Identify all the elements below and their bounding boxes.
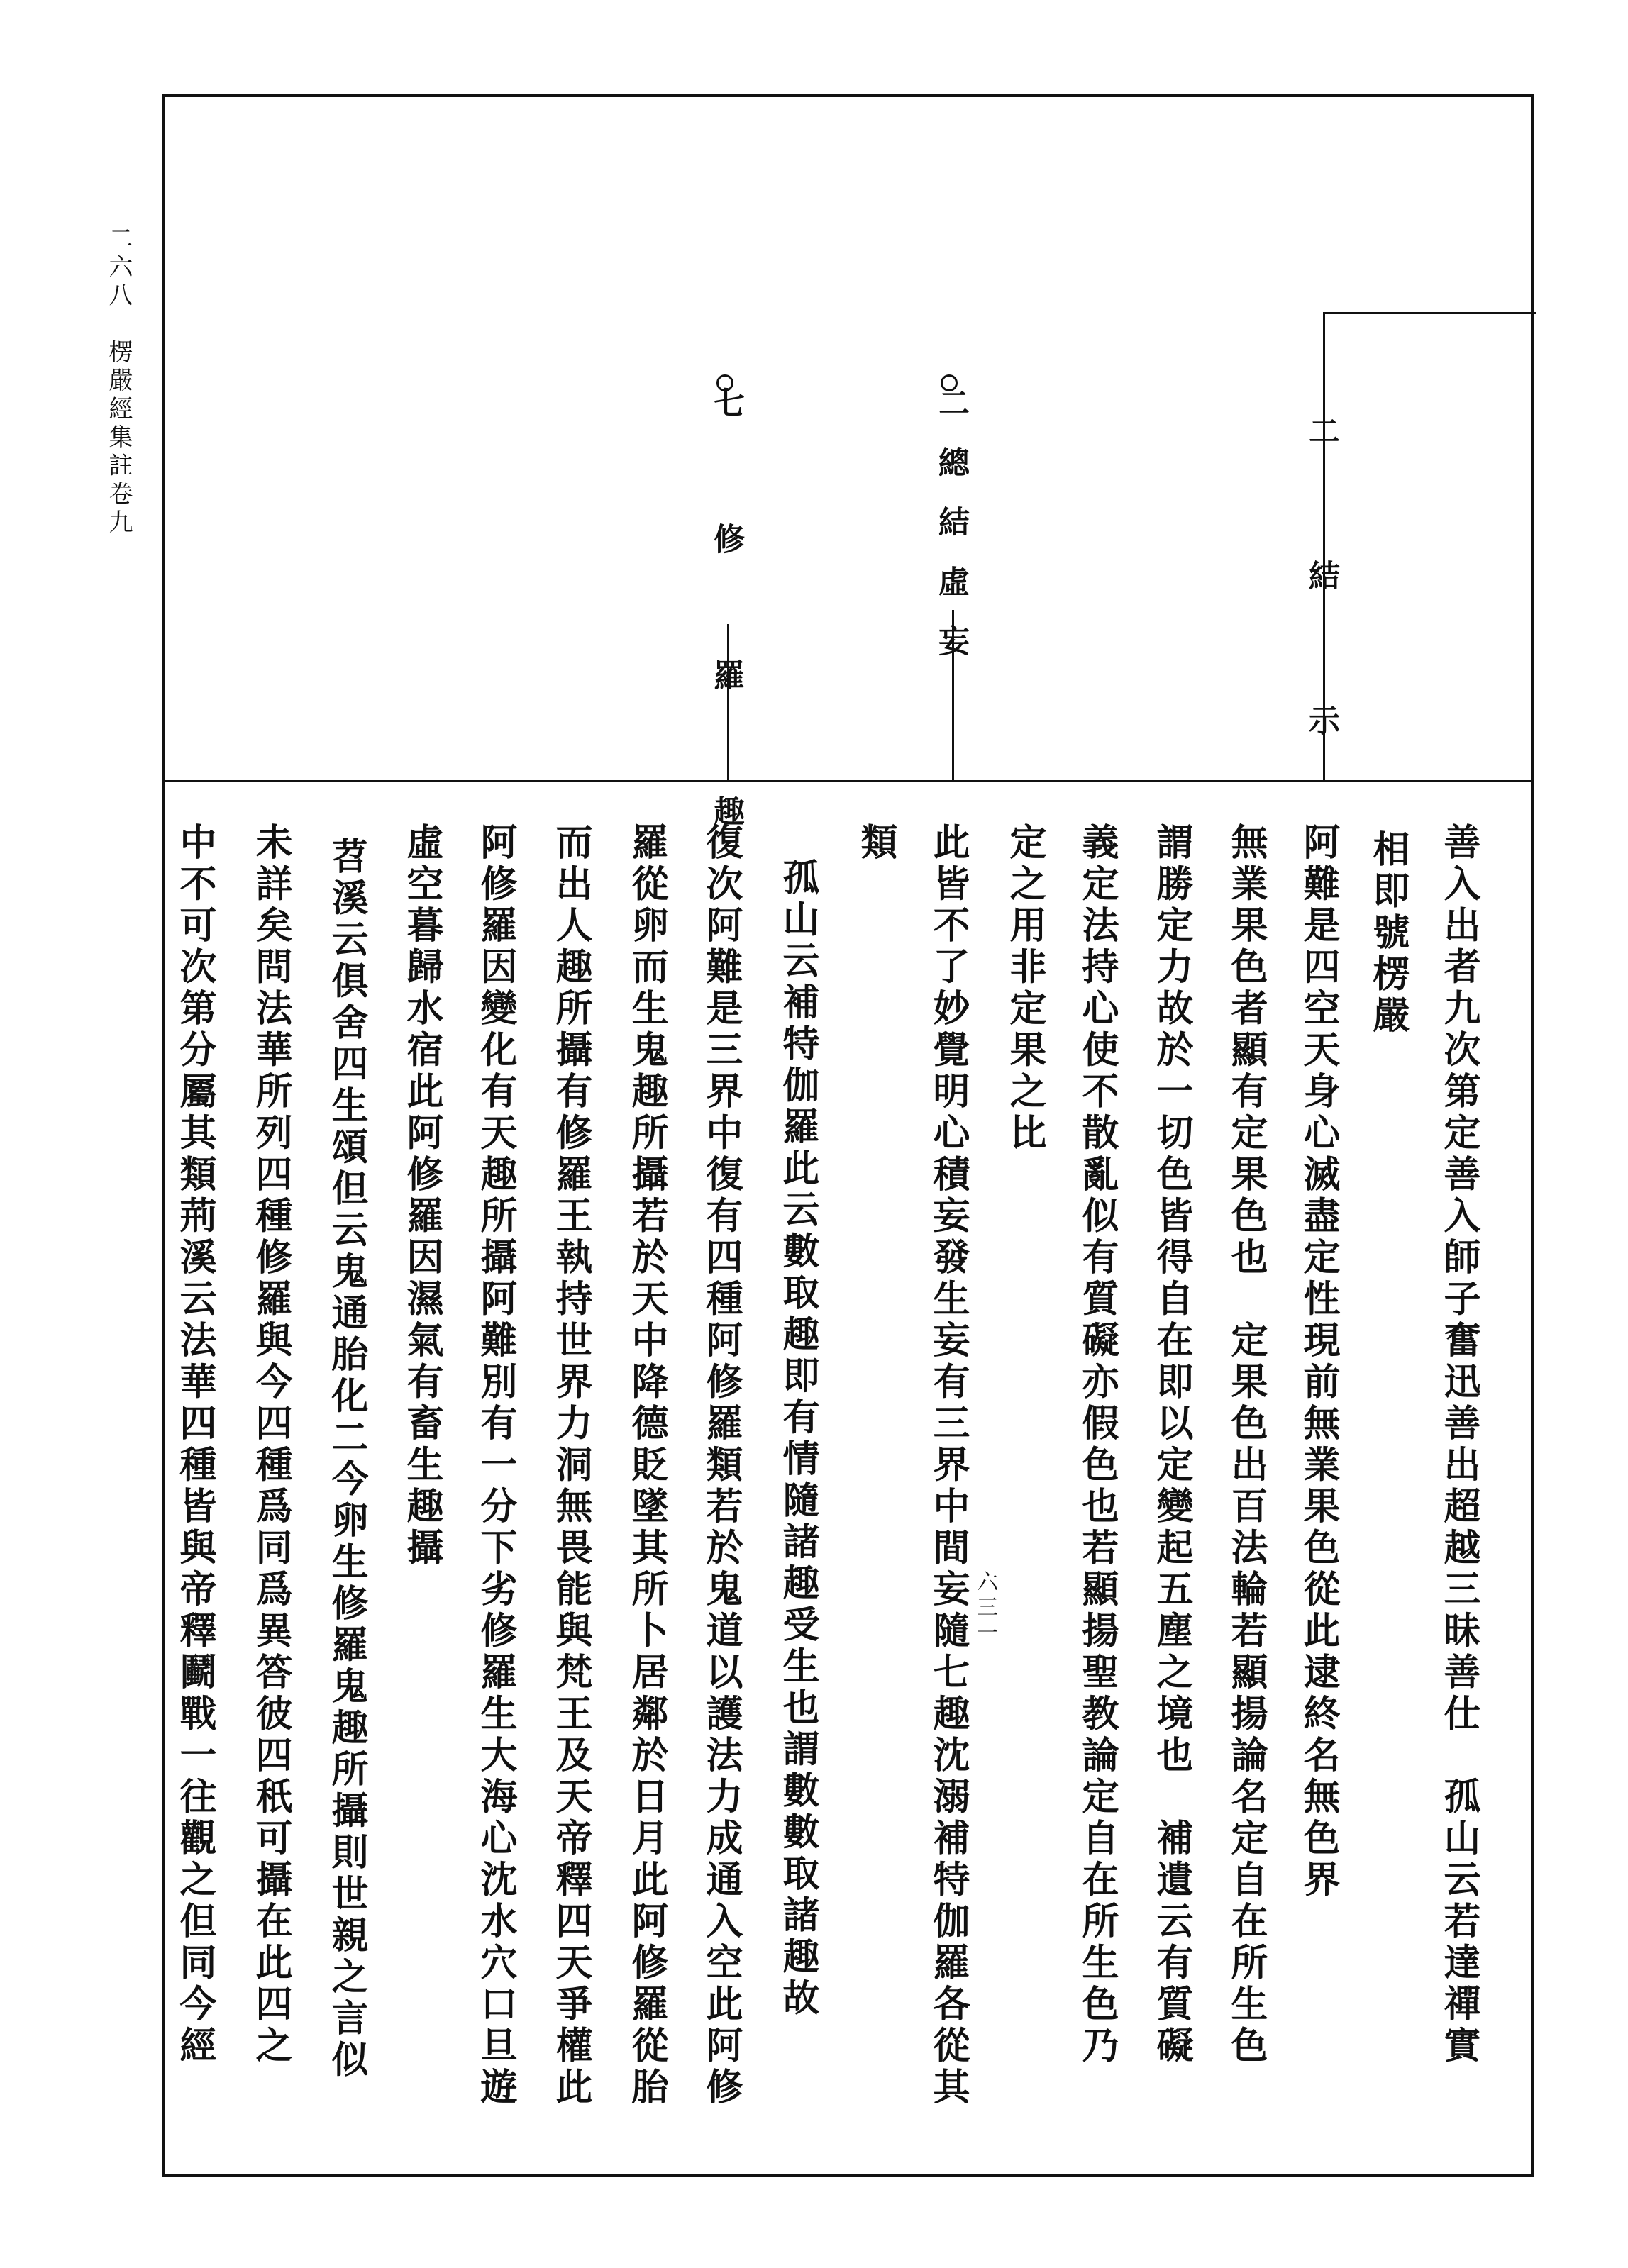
text-column: 未詳矣問法華所列四種修羅與今四種爲同爲異答彼四秖可攝在此四之 — [249, 823, 292, 2067]
text-column: 苕溪云俱舍四生頌但云鬼通胎化二今卵生修羅鬼趣所攝則世親之言似 — [325, 837, 368, 2081]
text-column: 相即號楞嚴 — [1366, 830, 1410, 1038]
text-column: 義定法持心使不散亂似有質礙亦假色也若顯揚聖教論定自在所生色乃 — [1075, 823, 1119, 2067]
page-header-left: 二六八 楞嚴經集註卷九 — [104, 226, 133, 538]
text-column: 此皆不了妙覺明心積妄發生妄有三界中間妄隨七趣沈溺補特伽羅各從其 — [926, 823, 970, 2109]
section-heading: 二 結 示 — [1303, 415, 1339, 777]
text-column: 阿難是四空天身心滅盡定性現前無業果色從此逮終名無色界 — [1297, 823, 1340, 1901]
text-column: 復次阿難是三界中復有四種阿修羅類若於鬼道以護法力成通入空此阿修 — [699, 823, 743, 2109]
text-column: 定之用非定果之比 — [1003, 823, 1046, 1155]
text-column: 謂勝定力故於一切色皆得自在即以定變起五塵之境也 補遺云有質礙 — [1150, 823, 1193, 2067]
section-heading: 七 修 羅 趣 — [708, 387, 744, 863]
text-column: 類 — [854, 823, 897, 865]
bracket-top-line — [1323, 312, 1536, 314]
text-column: 善入出者九次第定善入師子奮迅善出超越三昧善仕 孤山云若達禪實 — [1437, 823, 1480, 2067]
text-column: 孤山云補特伽羅此云數取趣即有情隨諸趣受生也謂數數取諸趣故 — [776, 858, 819, 2020]
text-column: 而出人趣所攝有修羅王執持世界力洞無畏能與梵王及天帝釋四天爭權此 — [549, 823, 592, 2109]
text-column: 羅從卵而生鬼趣所攝若於天中降德貶墜其所卜居鄰於日月此阿修羅從胎 — [625, 823, 668, 2109]
page-number: 六三一 — [973, 1570, 997, 1647]
text-column: 中不可次第分屬其類荊溪云法華四種皆與帝釋鬬戰一往觀之但同今經 — [173, 823, 216, 2067]
text-column: 無業果色者顯有定果色也 定果色出百法輪若顯揚論名定自在所生色 — [1224, 823, 1268, 2067]
text-column: 阿修羅因變化有天趣所攝阿難別有一分下劣修羅生大海心沈水穴口旦遊 — [474, 823, 517, 2109]
text-column: 虛空暮歸水宿此阿修羅因濕氣有畜生趣攝 — [400, 823, 443, 1569]
header-divider — [162, 780, 1534, 782]
section-heading: 二總結虛妄 — [933, 387, 969, 684]
